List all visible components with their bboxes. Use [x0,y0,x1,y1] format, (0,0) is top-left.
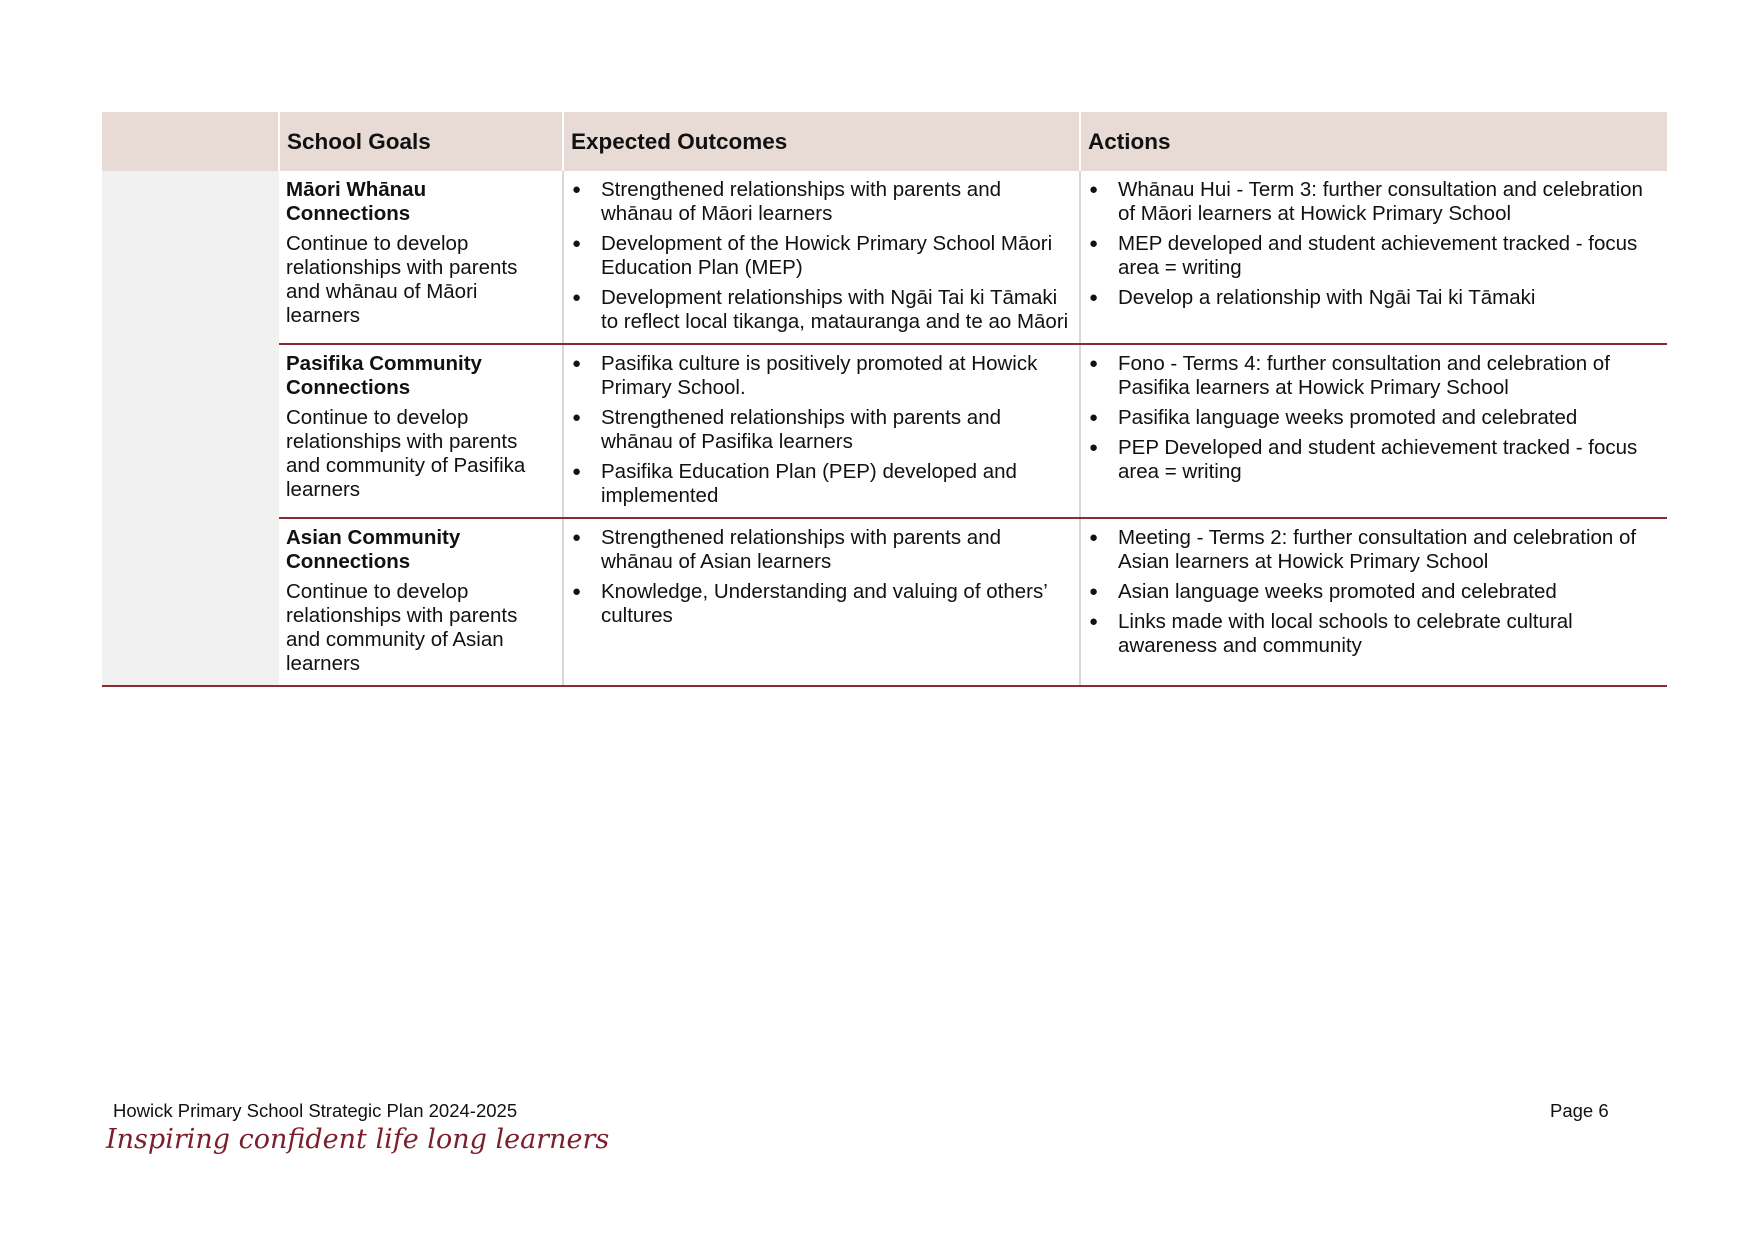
outcomes-list [571,352,1072,508]
goal-description: Continue to develop relationships with parents and community of Pasifika learners [286,406,526,501]
side-cell [102,171,279,344]
outcomes-cell [563,171,1080,344]
outcome-item: ● Strengthened relationships with parents and whānau of Pasifika learners [571,406,1072,454]
action-item: ● Meeting - Terms 2: further consultation and celebration of Asian learners at Howick Primary School [1088,526,1660,574]
outcomes-cell [563,518,1080,686]
goal-title: Pasifika Community Connections [286,352,482,399]
strategic-plan-table [102,112,1667,687]
outcomes-list [571,526,1072,628]
actions-list [1088,178,1660,310]
outcome-item: ● Strengthened relationships with parents and whānau of Asian learners [571,526,1072,574]
action-item: ● Links made with local schools to celebrate cultural awareness and community [1088,610,1660,658]
footer-tagline: Inspiring confident life long learners [106,1124,610,1155]
action-item: ● PEP Developed and student achievement tracked - focus area = writing [1088,436,1660,484]
outcomes-list [571,178,1072,334]
header-actions: Actions [1080,112,1667,171]
goal-description: Continue to develop relationships with parents and community of Asian learners [286,580,518,675]
table-header-row [102,112,1667,171]
header-school-goals: School Goals [279,112,563,171]
actions-cell [1080,518,1667,686]
side-cell [102,344,279,518]
outcome-item: ● Pasifika culture is positively promoted at Howick Primary School. [571,352,1072,400]
action-item: ● MEP developed and student achievement tracked - focus area = writing [1088,232,1660,280]
outcome-item: ● Pasifika Education Plan (PEP) developed and implemented [571,460,1072,508]
goal-cell [279,171,563,344]
outcome-item: ● Strengthened relationships with parents and whānau of Māori learners [571,178,1072,226]
actions-cell [1080,171,1667,344]
outcome-item: ● Knowledge, Understanding and valuing of others’ cultures [571,580,1072,628]
footer-document-title: Howick Primary School Strategic Plan 2024-2025 [113,1100,518,1121]
table-row [102,518,1667,686]
header-expected-outcomes: Expected Outcomes [563,112,1080,171]
actions-cell [1080,344,1667,518]
side-cell [102,518,279,686]
action-item: ● Whānau Hui - Term 3: further consultation and celebration of Māori learners at Howick Primary School [1088,178,1660,226]
goal-cell [279,518,563,686]
actions-list [1088,352,1660,484]
goal-title: Māori Whānau Connections [286,178,427,225]
outcomes-cell [563,344,1080,518]
actions-list [1088,526,1660,658]
goal-description: Continue to develop relationships with parents and whānau of Māori learners [286,232,518,327]
goal-cell [279,344,563,518]
header-side-blank [102,112,279,171]
action-item: ● Develop a relationship with Ngāi Tai ki Tāmaki [1088,286,1660,310]
outcome-item: ● Development relationships with Ngāi Tai ki Tāmaki to reflect local tikanga, matauranga and te ao Māori [571,286,1072,334]
action-item: ● Fono - Terms 4: further consultation and celebration of Pasifika learners at Howick Primary School [1088,352,1660,400]
footer-page-number: Page 6 [1550,1100,1609,1121]
action-item: ● Asian language weeks promoted and celebrated [1088,580,1660,604]
table-body [102,171,1667,686]
action-item: ● Pasifika language weeks promoted and celebrated [1088,406,1660,430]
table-row [102,171,1667,344]
outcome-item: ● Development of the Howick Primary School Māori Education Plan (MEP) [571,232,1072,280]
goal-title: Asian Community Connections [286,526,461,573]
table-row [102,344,1667,518]
